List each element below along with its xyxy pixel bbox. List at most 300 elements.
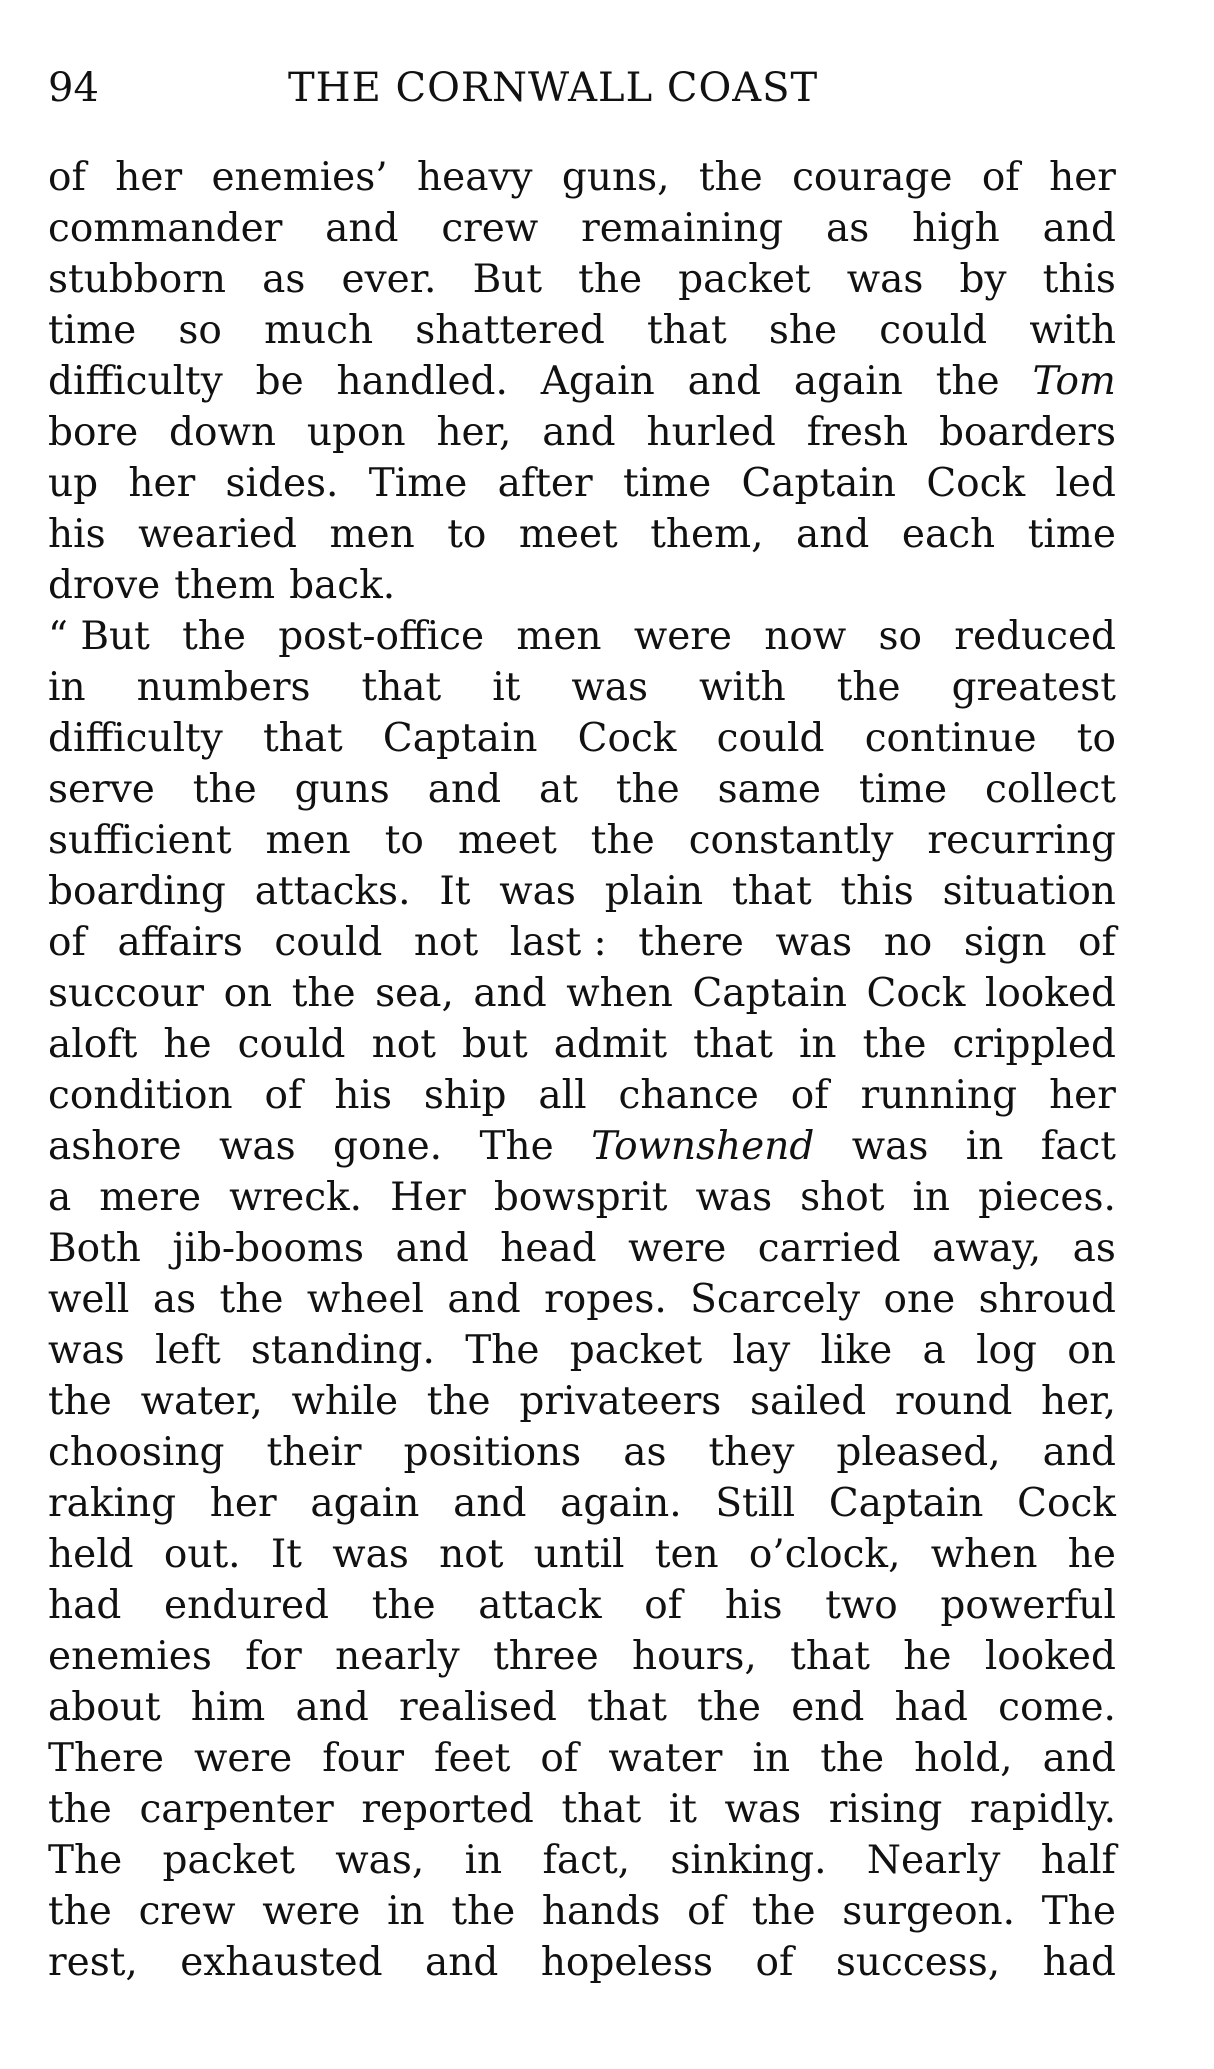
word: were xyxy=(633,614,733,659)
word: of xyxy=(48,155,86,200)
word: all xyxy=(538,1073,587,1118)
word: but xyxy=(461,1022,528,1067)
word: of xyxy=(687,1889,725,1934)
word: “ But xyxy=(48,614,150,659)
text-line xyxy=(48,968,1116,1019)
word: left xyxy=(154,1328,221,1373)
word: led xyxy=(1055,461,1116,506)
word: the xyxy=(615,767,680,812)
word: her xyxy=(209,1481,277,1526)
word: wheel xyxy=(306,1277,424,1322)
word: the xyxy=(820,1736,885,1781)
word: guns, xyxy=(561,155,670,200)
word: was xyxy=(499,869,576,914)
text-line xyxy=(48,1886,1116,1937)
word: by xyxy=(959,257,1007,302)
word: the xyxy=(451,1889,516,1934)
word: it xyxy=(492,665,521,710)
word: sea, xyxy=(375,971,454,1016)
word: end xyxy=(791,1685,865,1730)
word: The xyxy=(465,1328,540,1373)
word: at xyxy=(538,767,578,812)
word: Her xyxy=(390,1175,466,1220)
word: the xyxy=(371,1583,436,1628)
word: It xyxy=(439,869,471,914)
word: situation xyxy=(942,869,1116,914)
word: and xyxy=(427,767,502,812)
word: packet xyxy=(678,257,811,302)
word: each xyxy=(901,512,996,557)
word: The xyxy=(479,1124,554,1169)
word: fact, xyxy=(542,1838,631,1883)
text-line xyxy=(48,458,1116,509)
word: her, xyxy=(1041,1379,1116,1424)
text-line xyxy=(48,254,1116,305)
word: The xyxy=(1041,1889,1116,1934)
word: Still xyxy=(715,1481,796,1526)
word: in xyxy=(798,1022,837,1067)
word: men xyxy=(329,512,415,557)
text-line xyxy=(48,611,1116,662)
word: the xyxy=(862,1022,927,1067)
word: But xyxy=(472,257,543,302)
word: hands xyxy=(541,1889,661,1934)
word: with xyxy=(1029,308,1116,353)
word: while xyxy=(291,1379,399,1424)
word: stubborn xyxy=(48,257,226,302)
word: privateers xyxy=(519,1379,722,1424)
word: back. xyxy=(289,563,396,608)
word: for xyxy=(245,1634,302,1679)
word: the xyxy=(48,1889,112,1934)
word: in xyxy=(752,1736,791,1781)
word: Tom xyxy=(1032,359,1116,404)
word: continue xyxy=(864,716,1037,761)
word: reported xyxy=(361,1787,534,1832)
word: chance xyxy=(618,1073,759,1118)
word: the xyxy=(698,155,763,200)
word: the xyxy=(590,818,655,863)
word: ever. xyxy=(341,257,437,302)
word: Nearly xyxy=(866,1838,1001,1883)
text-line xyxy=(48,1580,1116,1631)
word: affairs xyxy=(117,920,243,965)
word: were xyxy=(628,1226,727,1271)
word: time xyxy=(48,308,137,353)
word: same xyxy=(717,767,821,812)
word: heavy xyxy=(417,155,533,200)
word: shot xyxy=(800,1175,885,1220)
word: the xyxy=(935,359,1000,404)
word: his xyxy=(724,1583,783,1628)
word: on xyxy=(223,971,273,1016)
word: had xyxy=(48,1583,122,1628)
word: the xyxy=(426,1379,491,1424)
word: drove xyxy=(48,563,161,608)
word: in xyxy=(387,1889,425,1934)
word: Captain xyxy=(692,971,848,1016)
word: much xyxy=(264,308,374,353)
word: nearly xyxy=(335,1634,460,1679)
word: had xyxy=(894,1685,968,1730)
word: and xyxy=(395,1226,469,1271)
word: so xyxy=(178,308,222,353)
text-line xyxy=(48,1070,1116,1121)
word: until xyxy=(533,1532,625,1577)
word: boarders xyxy=(938,410,1116,455)
word: ashore xyxy=(48,1124,182,1169)
word: not xyxy=(413,920,479,965)
word: positions xyxy=(403,1430,582,1475)
word: with xyxy=(699,665,786,710)
word: in xyxy=(48,665,86,710)
word: plain xyxy=(604,869,704,914)
word: when xyxy=(566,971,673,1016)
word: her, xyxy=(436,410,512,455)
word: could xyxy=(274,920,383,965)
word: time xyxy=(1027,512,1116,557)
word: it xyxy=(668,1787,697,1832)
word: bowsprit xyxy=(493,1175,668,1220)
text-line xyxy=(48,764,1116,815)
word: constantly xyxy=(688,818,894,863)
word: in xyxy=(912,1175,951,1220)
word: and xyxy=(473,971,547,1016)
word: packet xyxy=(162,1838,295,1883)
word: ship xyxy=(423,1073,507,1118)
word: and xyxy=(796,512,870,557)
word: Cock xyxy=(1017,1481,1116,1526)
word: could xyxy=(716,716,825,761)
word: feet xyxy=(434,1736,511,1781)
word: could xyxy=(237,1022,346,1067)
word: the xyxy=(219,1277,284,1322)
word: and xyxy=(295,1685,369,1730)
word: them, xyxy=(650,512,764,557)
word: rising xyxy=(828,1787,943,1832)
word: was xyxy=(48,1328,125,1373)
word: looked xyxy=(984,1634,1116,1679)
word: no xyxy=(883,920,933,965)
word: of xyxy=(264,1073,303,1118)
word: powerful xyxy=(940,1583,1116,1628)
word: again. xyxy=(560,1481,682,1526)
word: them xyxy=(174,563,276,608)
word: of xyxy=(1078,920,1116,965)
word: shroud xyxy=(978,1277,1116,1322)
word: condition xyxy=(48,1073,233,1118)
word: this xyxy=(840,869,914,914)
text-line xyxy=(48,1121,1116,1172)
word: Captain xyxy=(828,1481,984,1526)
word: attacks. xyxy=(254,869,411,914)
word: water xyxy=(608,1736,723,1781)
word: surgeon. xyxy=(842,1889,1016,1934)
word: be xyxy=(255,359,304,404)
word: sinking. xyxy=(670,1838,827,1883)
word: attack xyxy=(478,1583,602,1628)
text-line xyxy=(48,1223,1116,1274)
word: was xyxy=(332,1532,409,1577)
word: Townshend xyxy=(591,1124,815,1169)
word: boarding xyxy=(48,869,226,914)
word: success, xyxy=(835,1940,1001,1985)
word: Captain xyxy=(382,716,538,761)
word: mere xyxy=(99,1175,202,1220)
text-line xyxy=(48,1733,1116,1784)
text-line xyxy=(48,1784,1116,1835)
word: Cock xyxy=(926,461,1026,506)
word: she xyxy=(768,308,838,353)
word: was xyxy=(571,665,649,710)
word: crippled xyxy=(952,1022,1116,1067)
word: and xyxy=(1042,206,1116,251)
word: down xyxy=(169,410,276,455)
page-number: 94 xyxy=(48,65,99,111)
word: away, xyxy=(932,1226,1042,1271)
word: carpenter xyxy=(139,1787,334,1832)
word: admit xyxy=(553,1022,668,1067)
word: wreck. xyxy=(229,1175,363,1220)
word: guns xyxy=(294,767,390,812)
word: he xyxy=(163,1022,212,1067)
word: Again xyxy=(540,359,655,404)
word: as xyxy=(152,1277,197,1322)
word: Scarcely xyxy=(690,1277,861,1322)
word: realised xyxy=(399,1685,558,1730)
word: her xyxy=(115,155,183,200)
word: could xyxy=(879,308,988,353)
word: rest, xyxy=(48,1940,138,1985)
word: serve xyxy=(48,767,155,812)
word: of xyxy=(755,1940,794,1985)
word: and xyxy=(453,1481,527,1526)
word: commander xyxy=(48,206,283,251)
word: There xyxy=(48,1736,164,1781)
word: there xyxy=(638,920,744,965)
word: post-office xyxy=(278,614,485,659)
text-line xyxy=(48,1172,1116,1223)
word: handled. xyxy=(336,359,508,404)
text-line xyxy=(48,1427,1116,1478)
word: him xyxy=(190,1685,266,1730)
word: sailed xyxy=(749,1379,867,1424)
word: the xyxy=(48,1787,112,1832)
word: come. xyxy=(998,1685,1116,1730)
word: the xyxy=(291,971,356,1016)
word: meet xyxy=(518,512,618,557)
word: to xyxy=(384,818,424,863)
word: reduced xyxy=(954,614,1116,659)
word: half xyxy=(1040,1838,1116,1883)
word: of xyxy=(981,155,1020,200)
word: remaining xyxy=(581,206,784,251)
word: bore xyxy=(48,410,139,455)
word: his xyxy=(334,1073,392,1118)
word: numbers xyxy=(136,665,311,710)
text-line xyxy=(48,1529,1116,1580)
word: four xyxy=(322,1736,404,1781)
word: were xyxy=(262,1889,361,1934)
word: was xyxy=(218,1124,296,1169)
word: It xyxy=(270,1532,302,1577)
word: on xyxy=(1067,1328,1116,1373)
word: as xyxy=(1072,1226,1116,1271)
word: and xyxy=(425,1940,499,1985)
word: log xyxy=(976,1328,1037,1373)
text-line xyxy=(48,1835,1116,1886)
word: Cock xyxy=(577,716,677,761)
word: sign xyxy=(963,920,1047,965)
word: their xyxy=(266,1430,362,1475)
word: as xyxy=(623,1430,667,1475)
word: again xyxy=(310,1481,420,1526)
word: two xyxy=(825,1583,898,1628)
word: fact xyxy=(1040,1124,1116,1169)
word: after xyxy=(497,461,593,506)
word: her xyxy=(1049,1073,1116,1118)
word: water, xyxy=(140,1379,263,1424)
word: to xyxy=(1076,716,1116,761)
word: hold, xyxy=(914,1736,1013,1781)
word: and xyxy=(447,1277,521,1322)
word: collect xyxy=(985,767,1116,812)
word: enemies xyxy=(48,1634,212,1679)
text-line xyxy=(48,1325,1116,1376)
word: the xyxy=(751,1889,816,1934)
word: and xyxy=(1042,1736,1116,1781)
word: that xyxy=(731,869,812,914)
word: difficulty xyxy=(48,716,223,761)
word: courage xyxy=(792,155,953,200)
word: gone. xyxy=(333,1124,443,1169)
word: not xyxy=(371,1022,436,1067)
word: out. xyxy=(163,1532,241,1577)
word: last : xyxy=(509,920,607,965)
word: ten xyxy=(654,1532,719,1577)
word: was xyxy=(695,1175,773,1220)
word: the xyxy=(182,614,246,659)
word: Cock xyxy=(866,971,966,1016)
word: was xyxy=(846,257,924,302)
word: his xyxy=(48,512,106,557)
word: again xyxy=(793,359,903,404)
word: raking xyxy=(48,1481,177,1526)
word: Time xyxy=(368,461,468,506)
word: of xyxy=(790,1073,829,1118)
word: three xyxy=(493,1634,599,1679)
word: were xyxy=(194,1736,293,1781)
word: was, xyxy=(335,1838,425,1883)
word: lay xyxy=(732,1328,791,1373)
text-line xyxy=(48,305,1116,356)
word: upon xyxy=(306,410,406,455)
word: o’clock, xyxy=(748,1532,901,1577)
word: carried xyxy=(757,1226,901,1271)
word: that xyxy=(790,1634,870,1679)
word: looked xyxy=(984,971,1116,1016)
word: men xyxy=(265,818,351,863)
word: hopeless xyxy=(540,1940,714,1985)
word: shattered xyxy=(415,308,605,353)
word: aloft xyxy=(48,1022,138,1067)
word: her xyxy=(1049,155,1116,200)
word: endured xyxy=(164,1583,330,1628)
word: pieces. xyxy=(978,1175,1116,1220)
word: The xyxy=(48,1838,123,1883)
word: time xyxy=(858,767,948,812)
word: and xyxy=(325,206,399,251)
word: hours, xyxy=(632,1634,757,1679)
word: the xyxy=(192,767,257,812)
word: well xyxy=(48,1277,130,1322)
word: crew xyxy=(138,1889,236,1934)
word: high xyxy=(912,206,1000,251)
word: fresh xyxy=(806,410,909,455)
word: the xyxy=(48,1379,112,1424)
text-line xyxy=(48,203,1116,254)
word: that xyxy=(361,665,442,710)
text-line xyxy=(48,815,1116,866)
word: the xyxy=(836,665,901,710)
word: rapidly. xyxy=(969,1787,1116,1832)
word: crew xyxy=(441,206,539,251)
word: that xyxy=(587,1685,667,1730)
text-line xyxy=(48,1682,1116,1733)
text-line xyxy=(48,407,1116,458)
word: packet xyxy=(569,1328,703,1373)
word: in xyxy=(464,1838,503,1883)
text-line xyxy=(48,560,1116,611)
word: one xyxy=(883,1277,956,1322)
word: a xyxy=(48,1175,72,1220)
word: ropes. xyxy=(544,1277,667,1322)
word: men xyxy=(516,614,602,659)
word: hurled xyxy=(646,410,776,455)
word: sides. xyxy=(225,461,339,506)
text-line xyxy=(48,152,1116,203)
word: of xyxy=(48,920,86,965)
text-line xyxy=(48,1376,1116,1427)
word: difficulty xyxy=(48,359,223,404)
word: wearied xyxy=(138,512,298,557)
word: that xyxy=(646,308,727,353)
word: exhausted xyxy=(180,1940,383,1985)
word: the xyxy=(697,1685,762,1730)
word: sufficient xyxy=(48,818,232,863)
word: greatest xyxy=(951,665,1116,710)
word: and xyxy=(1042,1430,1116,1475)
text-line xyxy=(48,1631,1116,1682)
word: now xyxy=(764,614,847,659)
word: standing. xyxy=(250,1328,435,1373)
word: round xyxy=(894,1379,1013,1424)
word: was xyxy=(851,1124,929,1169)
word: and xyxy=(687,359,761,404)
word: that xyxy=(561,1787,642,1832)
running-title: THE CORNWALL COAST xyxy=(288,65,819,111)
word: succour xyxy=(48,971,205,1016)
word: that xyxy=(693,1022,773,1067)
word: as xyxy=(262,257,306,302)
word: Both xyxy=(48,1226,141,1271)
text-line xyxy=(48,509,1116,560)
word: head xyxy=(500,1226,597,1271)
word: pleased, xyxy=(836,1430,1001,1475)
word: and xyxy=(542,410,616,455)
text-line xyxy=(48,866,1116,917)
word: of xyxy=(540,1736,579,1781)
